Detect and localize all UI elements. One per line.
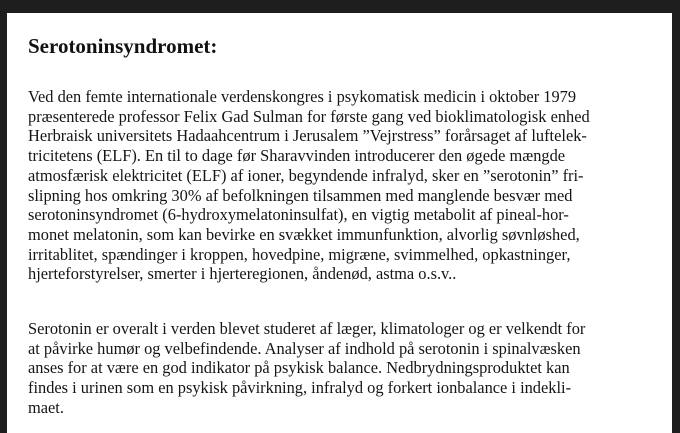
text-line: Ved den femte internationale verdenskongres i psykomatisk medicin i oktober 1979 xyxy=(28,87,577,106)
text-line: monet melatonin, som kan bevirke en svækket immunfunktion, alvorlig søvnløshed, xyxy=(28,224,580,244)
text-line: irritablitet, spændinger i kroppen, hovedpine, migræne, svimmelhed, opkastninger, xyxy=(28,244,571,264)
text-line: atmosfærisk elektricitet (ELF) af ioner, begyndende infralyd, sker en ”serotonin” fri- xyxy=(28,165,584,185)
text-line: findes i urinen som en psykisk påvirkning, infralyd og forkert ionbalance i indekli- xyxy=(28,378,572,398)
text-line: maet. xyxy=(28,397,64,417)
paragraph-serotonin-research xyxy=(28,319,585,418)
text-line: anses for at være en god indikator på psykisk balance. Nedbrydningsproduktet kan xyxy=(28,358,570,378)
text-line: præsenterede professor Felix Gad Sulman for første gang ved bioklimatologisk enhed xyxy=(28,106,590,126)
text-line: slipning hos omkring 30% af befolkningen tilsammen med manglende besvær med xyxy=(28,185,573,205)
text-line: tricitetens (ELF). En til to dage før Sharavvinden introducerer den øgede mængde xyxy=(28,146,566,166)
document-title: Serotoninsyndromet: xyxy=(28,34,218,58)
text-line: hjerteforstyrelser, smerter i hjerteregionen, åndenød, astma o.s.v.. xyxy=(28,264,457,284)
paragraph-vejrstress xyxy=(28,87,590,284)
text-line: Herbraisk universitets Hadaahcentrum i Jerusalem ”Vejrstress” forårsaget af luftelek- xyxy=(28,126,587,146)
text-line: serotoninsyndromet (6-hydroxymelatoninsulfat), en vigtig metabolit af pineal-hor- xyxy=(28,205,569,225)
text-line: at påvirke humør og velbefindende. Analyser af indhold på serotonin i spinalvæsken xyxy=(28,338,581,358)
document-page xyxy=(7,13,672,433)
text-line: Serotonin er overalt i verden blevet studeret af læger, klimatologer og er velkendt for xyxy=(28,319,586,338)
